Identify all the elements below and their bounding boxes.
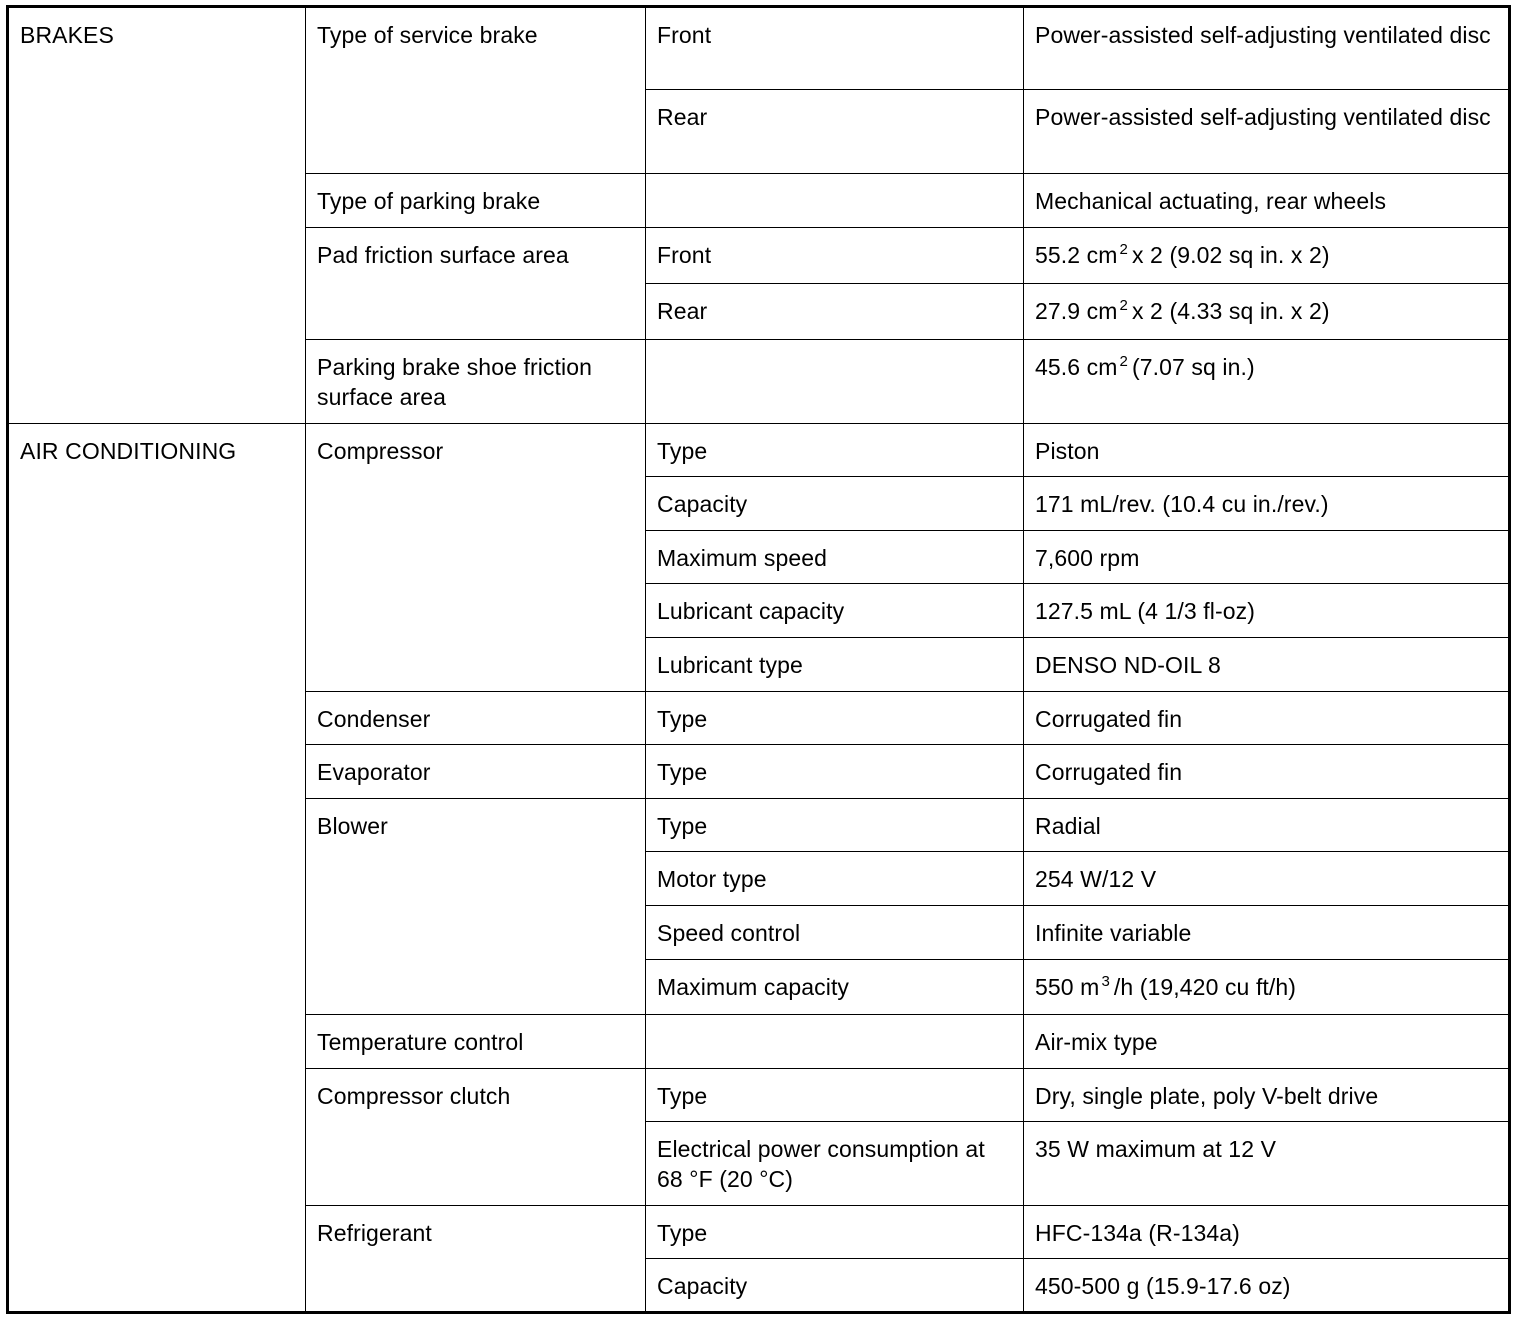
value-cell: Corrugated fin <box>1024 745 1510 799</box>
sub-cell: Type <box>646 424 1024 477</box>
value-cell <box>1024 284 1510 340</box>
sub-cell: Maximum capacity <box>646 960 1024 1015</box>
sub-cell: Capacity <box>646 1259 1024 1313</box>
item-cell: Refrigerant <box>306 1206 646 1313</box>
superscript: 2 <box>1119 353 1128 370</box>
sub-cell: Type <box>646 745 1024 799</box>
superscript: 3 <box>1101 973 1110 990</box>
value-cell: 127.5 mL (4 1/3 fl-oz) <box>1024 584 1510 638</box>
item-cell: Condenser <box>306 692 646 745</box>
sub-cell: Type <box>646 692 1024 745</box>
value-cell: 171 mL/rev. (10.4 cu in./rev.) <box>1024 477 1510 531</box>
sub-cell: Rear <box>646 90 1024 174</box>
sub-cell: Type <box>646 1069 1024 1122</box>
sub-cell: Motor type <box>646 852 1024 906</box>
section-air-conditioning: AIR CONDITIONING <box>8 424 306 1313</box>
value-cell <box>1024 228 1510 284</box>
item-cell: Type of parking brake <box>306 174 646 228</box>
superscript: 2 <box>1119 241 1128 258</box>
value-cell: 450-500 g (15.9-17.6 oz) <box>1024 1259 1510 1313</box>
value-cell: Power-assisted self-adjusting ventilated disc <box>1024 90 1510 174</box>
value-cell <box>1024 960 1510 1015</box>
value-text: (7.07 sq in.) <box>1131 354 1255 380</box>
spec-table <box>6 5 1511 1314</box>
value-text: x 2 (9.02 sq in. x 2) <box>1131 242 1330 268</box>
value-cell: Piston <box>1024 424 1510 477</box>
sub-cell: Lubricant capacity <box>646 584 1024 638</box>
value-text: /h (19,420 cu ft/h) <box>1113 974 1297 1000</box>
table-row <box>8 7 1510 90</box>
value-cell: DENSO ND-OIL 8 <box>1024 638 1510 692</box>
item-cell: Compressor clutch <box>306 1069 646 1206</box>
item-cell: Evaporator <box>306 745 646 799</box>
superscript: 2 <box>1119 297 1128 314</box>
value-text: 45.6 cm <box>1035 354 1118 380</box>
table-row <box>8 424 1510 477</box>
sub-cell: Type <box>646 1206 1024 1259</box>
value-cell: 35 W maximum at 12 V <box>1024 1122 1510 1206</box>
sub-cell: Type <box>646 799 1024 852</box>
item-cell: Compressor <box>306 424 646 692</box>
section-brakes: BRAKES <box>8 7 306 424</box>
item-cell: Type of service brake <box>306 7 646 174</box>
value-cell: Infinite variable <box>1024 906 1510 960</box>
sub-cell: Speed control <box>646 906 1024 960</box>
value-text: 55.2 cm <box>1035 242 1118 268</box>
value-cell: 7,600 rpm <box>1024 531 1510 584</box>
value-text: x 2 (4.33 sq in. x 2) <box>1131 298 1330 324</box>
value-cell: Corrugated fin <box>1024 692 1510 745</box>
sub-cell: Front <box>646 7 1024 90</box>
value-cell: Radial <box>1024 799 1510 852</box>
sub-cell: Rear <box>646 284 1024 340</box>
value-cell: Dry, single plate, poly V-belt drive <box>1024 1069 1510 1122</box>
item-cell: Blower <box>306 799 646 1015</box>
sub-cell: Front <box>646 228 1024 284</box>
sub-cell: Electrical power consumption at 68 °F (20 °C) <box>646 1122 1024 1206</box>
item-cell: Parking brake shoe friction surface area <box>306 340 646 424</box>
value-cell: HFC-134a (R-134a) <box>1024 1206 1510 1259</box>
value-cell <box>1024 340 1510 424</box>
sub-cell <box>646 174 1024 228</box>
sub-cell: Lubricant type <box>646 638 1024 692</box>
value-text: 27.9 cm <box>1035 298 1118 324</box>
value-cell: Power-assisted self-adjusting ventilated disc <box>1024 7 1510 90</box>
item-cell: Pad friction surface area <box>306 228 646 340</box>
value-text: 550 m <box>1035 974 1100 1000</box>
item-cell: Temperature control <box>306 1015 646 1069</box>
sub-cell: Capacity <box>646 477 1024 531</box>
value-cell: Mechanical actuating, rear wheels <box>1024 174 1510 228</box>
value-cell: Air-mix type <box>1024 1015 1510 1069</box>
sub-cell <box>646 340 1024 424</box>
sub-cell: Maximum speed <box>646 531 1024 584</box>
sub-cell <box>646 1015 1024 1069</box>
value-cell: 254 W/12 V <box>1024 852 1510 906</box>
